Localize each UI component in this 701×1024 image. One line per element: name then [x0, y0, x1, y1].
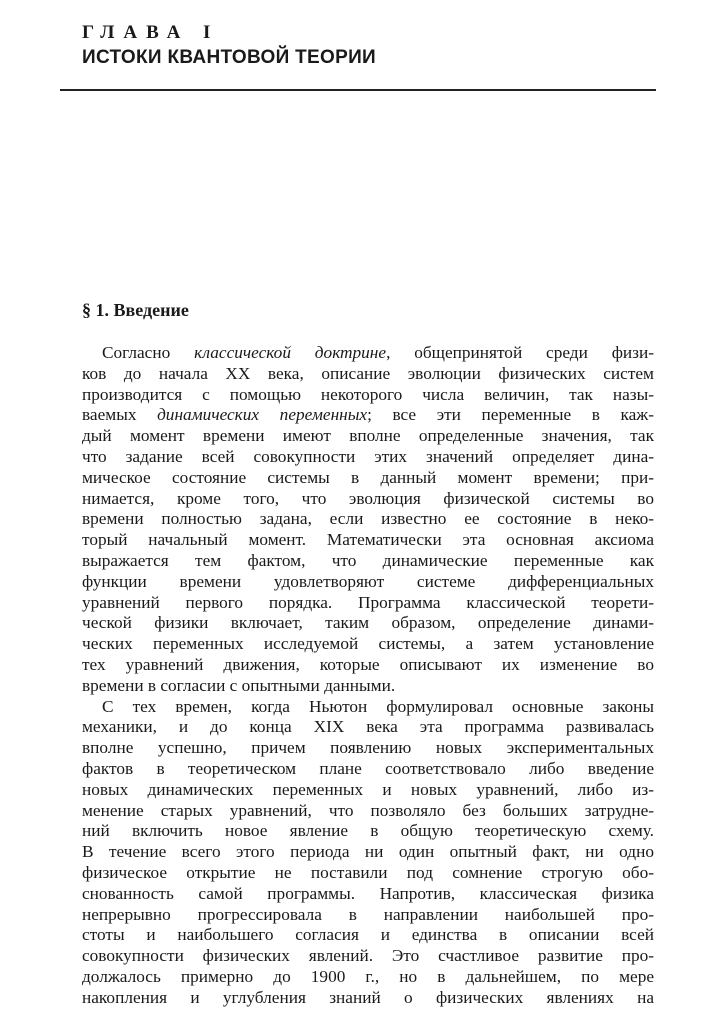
text-line	[82, 405, 654, 426]
text-line	[82, 676, 654, 697]
text-segment: физическое открытие не поставили под сомнение строгую обо-	[82, 862, 654, 882]
text-line	[82, 946, 654, 967]
text-segment: уравнений первого порядка. Программа классической теорети-	[82, 592, 654, 612]
text-segment: снованность самой программы. Напротив, классическая физика	[82, 883, 654, 903]
text-segment: вполне успешно, причем появлению новых экспериментальных	[82, 738, 654, 758]
paragraph	[82, 697, 654, 1009]
text-line	[82, 530, 654, 551]
text-line	[82, 967, 654, 988]
chapter-label: ГЛАВА I	[82, 22, 220, 43]
text-line	[82, 593, 654, 614]
text-segment: должалось примерно до 1900 г., но в дальнейшем, по мере	[82, 966, 654, 986]
text-line	[82, 426, 654, 447]
text-segment: выражается тем фактом, что динамические переменные как	[82, 550, 654, 570]
text-segment: ческой физики включает, таким образом, определение динами-	[82, 613, 654, 633]
text-segment: С тех времен, когда Ньютон формулировал основные законы	[102, 696, 654, 716]
header-rule	[60, 89, 656, 91]
italic-term: классической доктрине	[194, 343, 387, 362]
text-line	[82, 697, 654, 718]
text-segment: мическое состояние системы в данный момент времени; при-	[82, 467, 654, 487]
paragraph	[82, 343, 654, 697]
text-segment: ; все эти переменные в каж-	[367, 405, 654, 425]
text-line	[82, 509, 654, 530]
body-text	[82, 343, 654, 1009]
text-line	[82, 343, 654, 364]
text-line	[82, 842, 654, 863]
section-heading: § 1. Введение	[82, 300, 189, 320]
text-line	[82, 801, 654, 822]
text-segment: ков до начала XX века, описание эволюции физических систем	[82, 363, 654, 383]
text-line	[82, 613, 654, 634]
text-segment: фактов в теоретическом плане соответствовало либо введение	[82, 758, 654, 778]
text-segment: Согласно	[102, 343, 195, 362]
text-line	[82, 925, 654, 946]
text-segment: , общепринятой среди физи-	[386, 343, 654, 362]
text-segment: механики, и до конца XIX века эта программа развивалась	[82, 717, 654, 737]
text-line	[82, 551, 654, 572]
italic-term: динамических переменных	[157, 405, 368, 425]
text-segment: нимается, кроме того, что эволюция физической системы во	[82, 488, 654, 508]
text-segment: новых динамических переменных и новых уравнений, либо из-	[82, 779, 654, 799]
text-segment: торый начальный момент. Математически эта основная аксиома	[82, 530, 654, 550]
text-segment: ний включить новое явление в общую теоретическую схему.	[82, 821, 654, 841]
text-segment: времени полностью задана, если известно ее состояние в неко-	[82, 509, 654, 529]
text-line	[82, 655, 654, 676]
text-segment: что задание всей совокупности этих значений определяет дина-	[82, 446, 654, 466]
text-segment: производится с помощью некоторого числа величин, так назы-	[82, 384, 654, 404]
text-line	[82, 572, 654, 593]
text-segment: непрерывно прогрессировала в направлении наибольшей про-	[82, 904, 654, 924]
text-segment: функции времени удовлетворяют системе дифференциальных	[82, 571, 654, 591]
text-segment: ческих переменных исследуемой системы, а затем установление	[82, 634, 654, 654]
chapter-title: ИСТОКИ КВАНТОВОЙ ТЕОРИИ	[82, 47, 376, 68]
text-line	[82, 634, 654, 655]
text-line	[82, 905, 654, 926]
text-line	[82, 780, 654, 801]
text-line	[82, 988, 654, 1009]
text-line	[82, 759, 654, 780]
text-segment: В течение всего этого периода ни один опытный факт, ни одно	[82, 842, 654, 862]
text-segment: стоты и наибольшего согласия и единства в описании всей	[82, 925, 654, 945]
text-line	[82, 884, 654, 905]
text-segment: дый момент времени имеют вполне определенные значения, так	[82, 426, 654, 446]
text-segment: времени в согласии с опытными данными.	[82, 675, 396, 695]
text-segment: накопления и углубления знаний о физических явлениях на	[82, 987, 654, 1007]
text-segment: тех уравнений движения, которые описывают их изменение во	[82, 654, 654, 674]
text-line	[82, 821, 654, 842]
text-segment: совокупности физических явлений. Это счастливое развитие про-	[82, 946, 654, 966]
text-line	[82, 447, 654, 468]
text-line	[82, 468, 654, 489]
text-segment: менение старых уравнений, что позволяло без больших затрудне-	[82, 800, 654, 820]
text-line	[82, 717, 654, 738]
text-line	[82, 738, 654, 759]
text-line	[82, 489, 654, 510]
text-line	[82, 364, 654, 385]
text-line	[82, 863, 654, 884]
text-segment: ваемых	[82, 405, 158, 425]
text-line	[82, 385, 654, 406]
